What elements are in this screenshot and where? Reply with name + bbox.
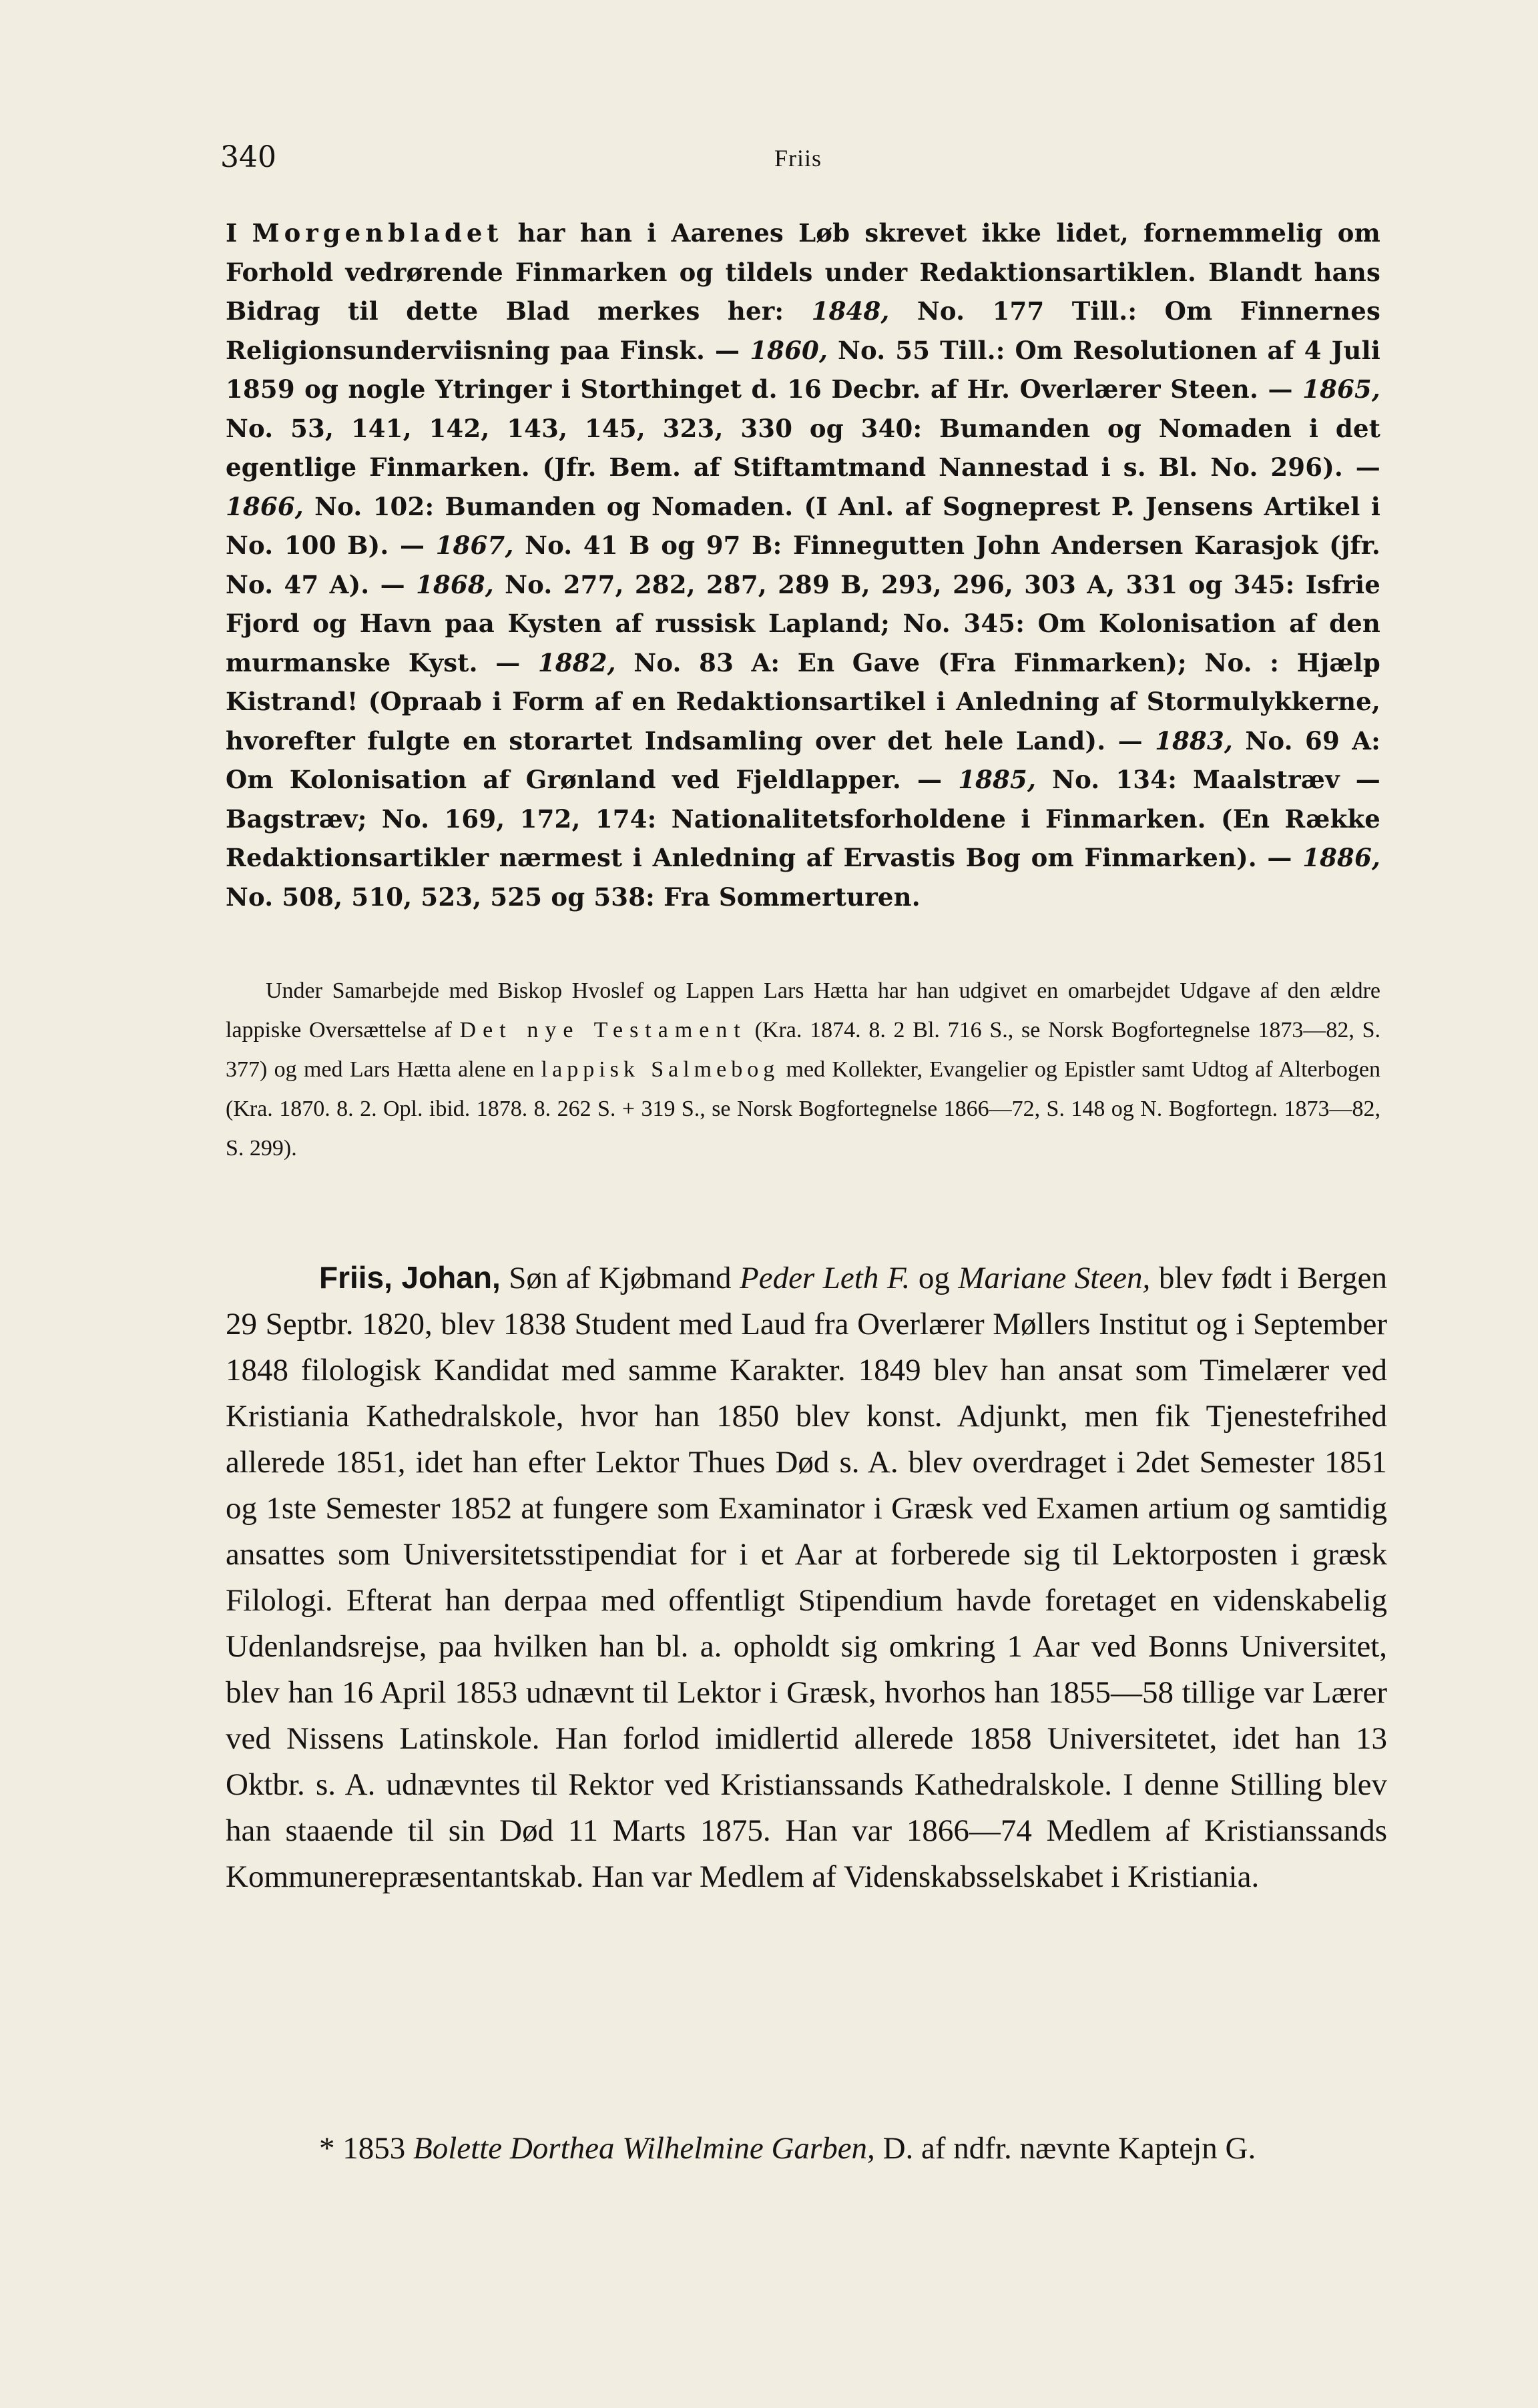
entry-name: Friis, Johan, [319,1260,501,1295]
fraktur-text: No. 177 Till.: Om Finnernes Religionsunderviisning paa Finsk. — [226,296,1380,365]
book-title: Det nye Testament [459,1018,747,1042]
fraktur-text: No. 83 A: En Gave (Fra Finmarken); No. : Hjælp Kistrand! (Opraab i Form af en Redaktionsartikel i Anledning af Stormulykkerne, hvorefter fulgte en storartet Indsamling over det hele Land). — [226,647,1380,756]
marriage-text: D. af ndfr. nævnte Kaptejn G. [882,2131,1256,2166]
mother-name: Mariane Steen, [958,1261,1151,1295]
father-name: Peder Leth F. [740,1261,911,1295]
entry-text: og [918,1261,950,1295]
page-number: 340 [220,140,276,174]
fraktur-text: No. 55 Till.: Om Resolutionen af 4 Juli 1859 og nogle Ytringer i Storthinget d. 16 Decbr. af Hr. Overlærer Steen. — [226,335,1380,404]
year: 1886, [1302,843,1380,872]
fraktur-text: har han i Aarenes Løb skrevet ikke lidet, fornemmelig om Forhold vedrørende Finmarken og tildels under Redaktionsartiklen. Blandt hans Bidrag til dette Blad merkes her: [226,218,1380,326]
year: 1885, [958,765,1037,794]
year: 1865, [1302,374,1380,404]
entry-text: blev født i Bergen 29 Septbr. 1820, blev 1838 Student med Laud fra Overlærer Møllers Institut og i September 1848 filologisk Kandidat med samme Karakter. 1849 blev han ansat som Timelærer ved Kristiania Kathedralskole, hvor han 1850 blev konst. Adjunkt, men fik Tjenestefrihed allerede 1851, idet han efter Lektor Thues Død s. A. blev overdraget i 2det Semester 1851 og 1ste Semester 1852 at fungere som Examinator i Græsk ved Examen artium og samtidig ansattes som Universitetsstipendiat for i et Aar at forberede sig til Lektorposten i græsk Filologi. Efterat han derpaa med offentligt Stipendium havde foretaget en videnskabelig Udenlandsrejse, paa hvilken han bl. a. opholdt sig omkring 1 Aar ved Bonns Universitet, blev han 16 April 1853 udnævnt til Lektor i Græsk, hvorhos han 1855—58 tillige var Lærer ved Nissens Latinskole. Han forlod imidlertid allerede 1858 Universitetet, idet han 13 Oktbr. s. A. udnævntes til Rektor ved Kristianssands Kathedralskole. I denne Stilling blev han staaende til sin Død 11 Marts 1875. Han var 1866—74 Medlem af Kristianssands Kommunerepræsentantskab. Han var Medlem af Videnskabsselskabet i Kristiania. [226,1261,1388,1894]
year: 1860, [750,335,828,365]
fraktur-text: No. 41 B og 97 B: Finnegutten John Andersen Karasjok (jfr. No. 47 A). — [226,531,1380,599]
fraktur-text: No. 277, 282, 287, 289 B, 293, 296, 303 A, 331 og 345: Isfrie Fjord og Havn paa Kysten af russisk Lapland; No. 345: Om Kolonisation af den murmanske Kyst. — [226,569,1380,677]
year: 1866, [226,491,304,521]
marriage-line [226,2126,1387,2172]
page-header [220,140,1395,194]
running-head: Friis [774,145,822,172]
paragraph-text: Under Samarbejde med Biskop Hvoslef og Lappen Lars Hætta har han udgivet en omarbejdet Udgave af den ældre lappiske Oversættelse af [226,978,1380,1042]
paragraph-text: med Kollekter, Evangelier og Epistler samt Udtog af Alterbogen (Kra. 1870. 8. 2. Opl. ibid. 1878. 8. 262 S. + 319 S., se Norsk Bogfortegnelse 1866—72, S. 148 og N. Bogfortegn. 1873—82, S. 299). [226,1057,1381,1161]
entry-text: Søn af Kjøbmand [509,1261,732,1295]
year: 1883, [1155,725,1234,756]
fraktur-text: No. 102: Bumanden og Nomaden. (I Anl. af Sogneprest P. Jensens Artikel i No. 100 B). — [226,491,1380,560]
fraktur-text: No. 53, 141, 142, 143, 145, 323, 330 og 340: Bumanden og Nomaden i det egentlige Finmarken. (Jfr. Bem. af Stiftamtmand Nannestad i s. Bl. No. 296). — [226,413,1380,482]
year: 1882, [537,647,616,677]
year: 1848, [811,296,890,326]
fraktur-text: No. 69 A: Om Kolonisation af Grønland ved Fjeldlapper. — [226,725,1380,794]
spouse-name: Bolette Dorthea Wilhelmine Garben, [413,2131,875,2166]
fraktur-paragraph [226,214,1380,916]
fraktur-text: No. 134: Maalstræv — Bagstræv; No. 169, 172, 174: Nationalitetsforholdene i Finmarken. (En Række Redaktionsartikler nærmest i Anledning af Ervastis Bog om Finmarken). — [226,765,1380,872]
biography-entry [226,1255,1387,1900]
paragraph-text: (Kra. 1874. 8. 2 Bl. 716 S., se Norsk Bogfortegnelse 1873—82, S. 377) og med Lars Hætta alene en [226,1018,1380,1082]
year: 1868, [416,569,494,599]
publications-paragraph [226,971,1380,1168]
fraktur-text: No. 508, 510, 523, 525 og 538: Fra Sommerturen. [226,882,921,912]
newspaper-name: Morgenbladet [252,218,503,248]
book-title: lappisk Salmebog [541,1057,780,1082]
year: 1867, [435,531,514,560]
marriage-text: * 1853 [319,2131,406,2166]
fraktur-text: I [226,218,238,248]
